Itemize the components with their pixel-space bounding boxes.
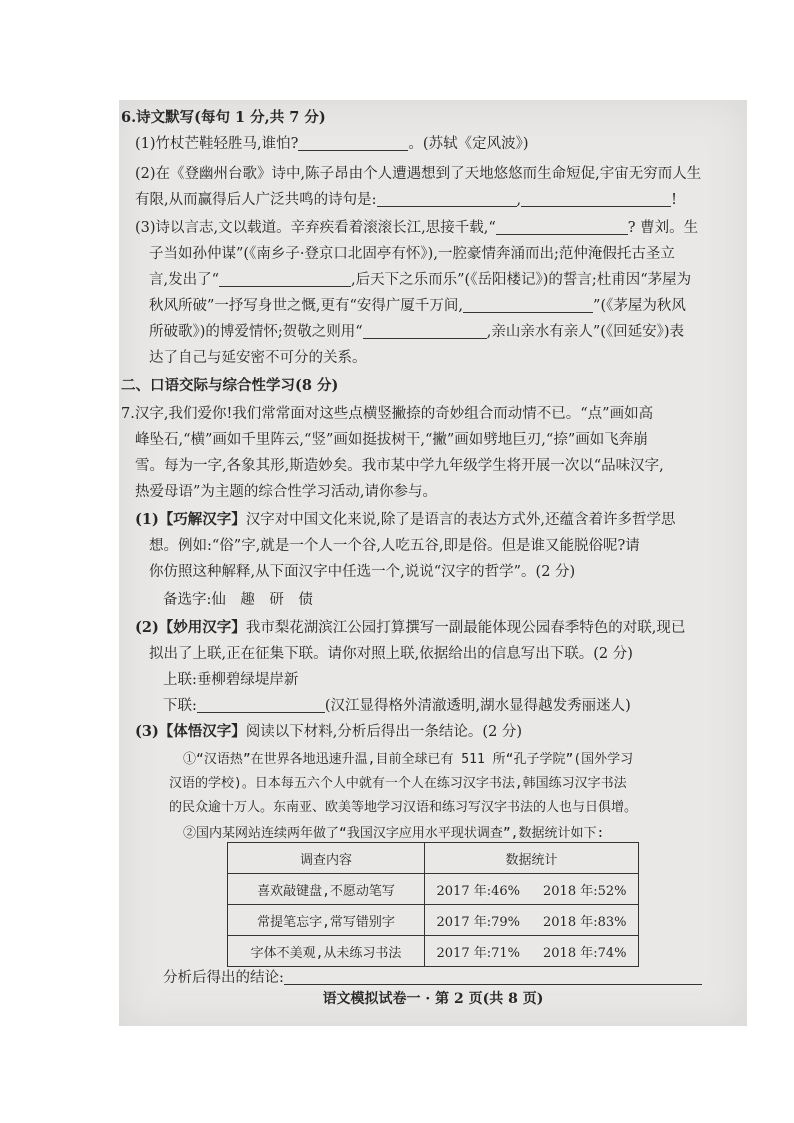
q6-part1	[135, 132, 529, 156]
survey-table	[227, 842, 639, 967]
q6-part2-line2	[135, 188, 677, 212]
answer-blank[interactable]	[284, 968, 702, 985]
couplet-lower	[163, 694, 631, 718]
answer-blank[interactable]	[219, 270, 351, 287]
q6-part3-text4: ,后天下之乐而乐”(《岳阳楼记》)的誓言;杜甫因“茅屋为	[351, 272, 692, 288]
q6-part3-text7: 所破歌》)的博爱情怀;贺敬之则用“	[149, 324, 363, 340]
q6-part3-line5	[149, 320, 684, 344]
material2-text: ②国内某网站连续两年做了“我国汉字应用水平现状调查”,数据统计如下:	[183, 826, 605, 841]
q6-part3-text8: ,亲山亲水有亲人”(《回延安》)表	[486, 324, 685, 340]
q6-part3-line1	[135, 216, 698, 240]
answer-blank[interactable]	[298, 134, 408, 151]
material1-line2: 汉语的学校)。日本每五六个人中就有一个人在练习汉字书法,韩国练习汉字书法	[169, 776, 627, 791]
comma: ,	[516, 192, 522, 208]
page-footer: 语文模拟试卷一 · 第 2 页(共 8 页)	[322, 991, 544, 1007]
q7-intro-line2: 峰坠石,“横”画如千里阵云,“竖”画如挺拔树干,“撇”画如劈地巨刃,“捺”画如飞奔崩	[135, 432, 648, 448]
table-header-stats: 数据统计	[425, 843, 639, 874]
answer-blank[interactable]	[377, 190, 517, 207]
answer-blank[interactable]	[496, 218, 628, 235]
table-cell-2018: 2018 年:52%	[532, 874, 639, 905]
answer-blank[interactable]	[197, 696, 325, 713]
material1-line1: ①“汉语热”在世界各地迅速升温,目前全球已有 511 所“孔子学院”(国外学习	[183, 752, 634, 767]
table-row	[228, 905, 639, 936]
answer-blank[interactable]	[363, 322, 487, 339]
q7-sub1-line1	[135, 508, 676, 532]
q7-sub2-line2: 拟出了上联,正在征集下联。请你对照上联,依据给出的信息写出下联。(2 分)	[149, 646, 633, 662]
q6-part3-line6: 达了自己与延安密不可分的关系。	[149, 350, 367, 366]
q6-part3-line3	[149, 268, 691, 292]
q7-sub2-text: 我市梨花湖滨江公园打算撰写一副最能体现公园春季特色的对联,现已	[245, 620, 686, 636]
couplet-hint: (汉江显得格外清澈透明,湖水显得越发秀丽迷人)	[324, 698, 631, 714]
exclamation: !	[671, 192, 677, 208]
answer-blank[interactable]	[463, 296, 593, 313]
q7-sub1-line2: 想。例如:“俗”字,就是一个人一个谷,人吃五谷,即是俗。但是谁又能脱俗呢?请	[149, 538, 640, 554]
q7-sub3-tag: (3)【体悟汉字】	[135, 723, 246, 740]
q7-sub3-text: 阅读以下材料,分析后得出一条结论。(2 分)	[245, 724, 523, 740]
table-cell-2017: 2017 年:71%	[425, 936, 532, 967]
table-cell-2018: 2018 年:74%	[532, 936, 639, 967]
q7-sub1-tag: (1)【巧解汉字】	[135, 511, 246, 528]
q6-title: 6.诗文默写(每句 1 分,共 7 分)	[121, 109, 326, 126]
q7-sub2-line1	[135, 616, 685, 640]
conclusion-label: 分析后得出的结论:	[163, 970, 284, 986]
table-cell-2018: 2018 年:83%	[532, 905, 639, 936]
table-row	[228, 874, 639, 905]
q6-part2-line1: (2)在《登幽州台歌》诗中,陈子昂由个人遭遇想到了天地悠悠而生命短促,宇宙无穷而人生	[135, 166, 702, 182]
q6-part3-line2: 子当如孙仲谋”(《南乡子·登京口北固亭有怀》),一腔豪情奔涌而出;范仲淹假托古圣立	[149, 246, 675, 262]
table-cell-2017: 2017 年:79%	[425, 905, 532, 936]
q6-part2-text: 有限,从而赢得后人广泛共鸣的诗句是:	[135, 192, 377, 208]
q7-intro-line4: 热爱母语”为主题的综合性学习活动,请你参与。	[135, 484, 438, 500]
q7-sub2-tag: (2)【妙用汉字】	[135, 619, 246, 636]
q7-sub3-line1	[135, 720, 522, 744]
conclusion-line	[163, 966, 702, 990]
q7-sub1-options: 备选字:仙 趣 研 债	[163, 592, 313, 608]
q6-part3-text3: 言,发出了“	[149, 272, 220, 288]
q7-sub1-text: 汉字对中国文化来说,除了是语言的表达方式外,还蕴含着许多哲学思	[245, 512, 676, 528]
q7-sub1-line3: 你仿照这种解释,从下面汉字中任选一个,说说“汉字的哲学”。(2 分)	[149, 564, 576, 580]
section-title: 二、口语交际与综合性学习(8 分)	[121, 377, 339, 394]
table-header-row	[228, 843, 639, 874]
couplet-upper: 上联:垂柳碧绿堤岸新	[163, 672, 299, 688]
q6-part1-source: 。(苏轼《定风波》)	[408, 136, 529, 152]
q7-intro-line1: 7.汉字,我们爱你!我们常常面对这些点横竖撇捺的奇妙组合而动情不已。“点”画如高	[121, 406, 654, 422]
couplet-lower-label: 下联:	[163, 698, 197, 714]
q6-part3-text6: ”(《茅屋为秋风	[593, 298, 686, 314]
answer-blank[interactable]	[521, 190, 671, 207]
table-cell-item: 字体不美观,从未练习书法	[228, 936, 425, 967]
q7-intro-line3: 雪。每为一字,各象其形,斯造妙矣。我市某中学九年级学生将开展一次以“品味汉字,	[135, 458, 664, 474]
q6-part3-line4	[149, 294, 686, 318]
table-row	[228, 936, 639, 967]
table-cell-item: 喜欢敲键盘,不愿动笔写	[228, 874, 425, 905]
q6-part3-text5: 秋风所破”一抒写身世之慨,更有“安得广厦千万间,	[149, 298, 464, 314]
table-cell-item: 常提笔忘字,常写错别字	[228, 905, 425, 936]
q6-part3-text2: ? 曹刘。生	[627, 220, 699, 236]
exam-page	[119, 100, 747, 1026]
table-header-content: 调查内容	[228, 843, 425, 874]
table-cell-2017: 2017 年:46%	[425, 874, 532, 905]
q6-part3-text: (3)诗以言志,文以载道。辛弃疾看着滚滚长江,思接千载,“	[135, 220, 496, 236]
material1-line3: 的民众逾十万人。东南亚、欧美等地学习汉语和练习写汉字书法的人也与日俱增。	[169, 800, 638, 815]
q6-part1-text: (1)竹杖芒鞋轻胜马,谁怕?	[135, 136, 299, 152]
